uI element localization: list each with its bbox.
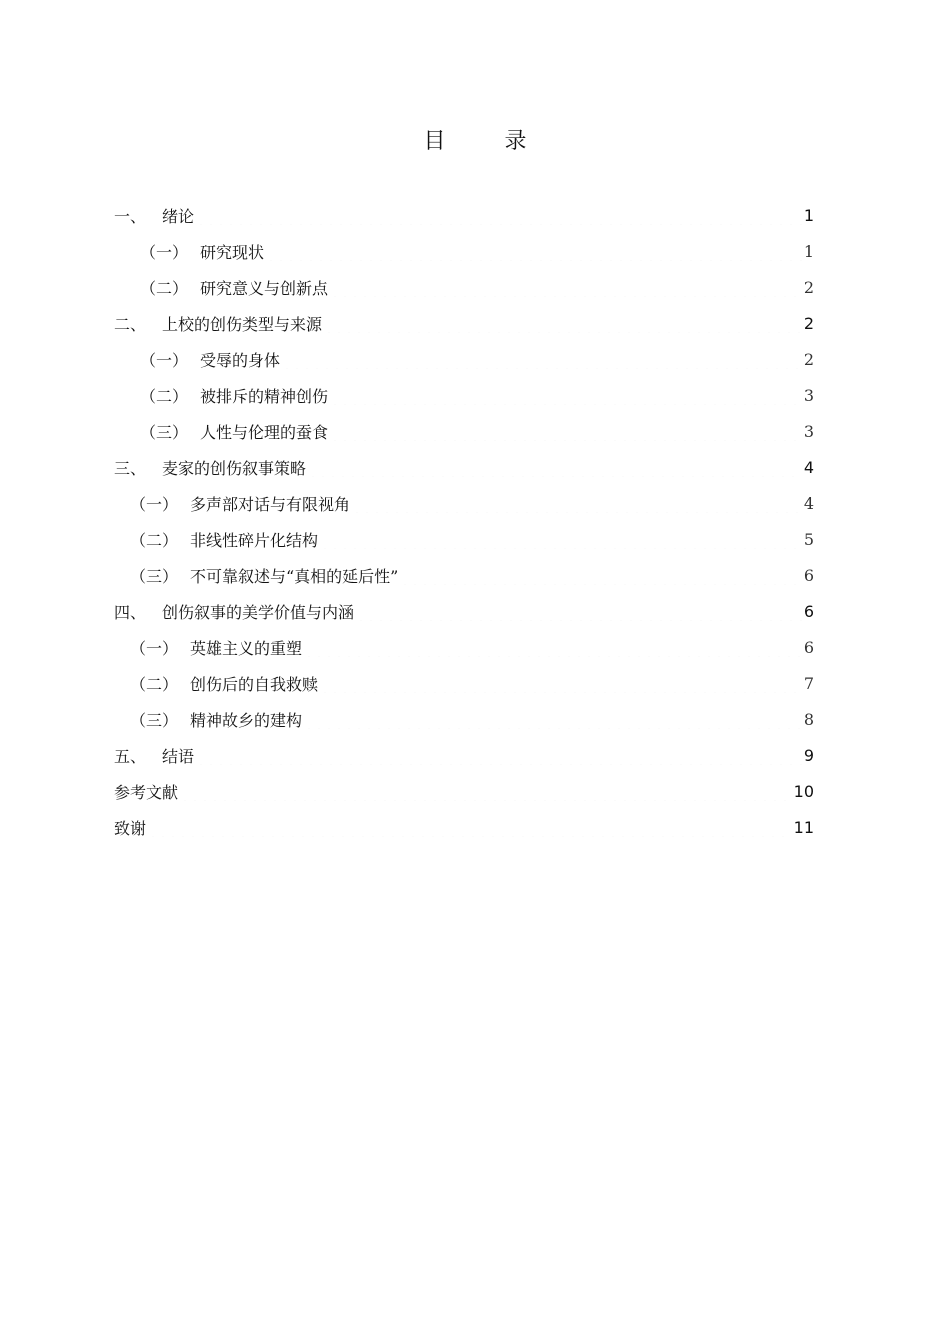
toc-entry-title: 研究意义与创新点 xyxy=(200,278,329,298)
toc-entry-3-1[interactable] xyxy=(114,486,814,520)
toc-entry-number: （二） xyxy=(130,530,179,550)
toc-entry-2-1[interactable] xyxy=(114,342,814,376)
toc-entry-4-1[interactable] xyxy=(114,630,814,664)
dot-leader xyxy=(308,457,802,477)
toc-entry-page: 4 xyxy=(803,493,814,513)
toc-entry-references[interactable] xyxy=(114,774,814,808)
toc-entry-4-2[interactable] xyxy=(114,666,814,700)
toc-entry-2-2[interactable] xyxy=(114,378,814,412)
toc-entry-page: 2 xyxy=(803,277,814,297)
toc-entry-page: 10 xyxy=(793,781,814,801)
toc-entry-title: 致谢 xyxy=(114,818,147,838)
toc-entry-page: 5 xyxy=(803,529,814,549)
toc-entry-title: 创伤叙事的美学价值与内涵 xyxy=(162,602,355,622)
toc-entry-1-1[interactable] xyxy=(114,234,814,268)
toc-entry-3-2[interactable] xyxy=(114,522,814,556)
toc-entry-title: 结语 xyxy=(162,746,195,766)
toc-entry-title: 受辱的身体 xyxy=(200,350,281,370)
dot-leader xyxy=(282,349,802,369)
toc-entry-page: 6 xyxy=(803,565,814,585)
dot-leader xyxy=(330,421,802,441)
toc-entry-page: 11 xyxy=(793,817,814,837)
toc-entry-page: 9 xyxy=(803,745,814,765)
toc-entry-2-3[interactable] xyxy=(114,414,814,448)
toc-entry-title: 非线性碎片化结构 xyxy=(190,530,319,550)
toc-entry-title: 被排斥的精神创伤 xyxy=(200,386,329,406)
toc-entry-title: 创伤后的自我救赎 xyxy=(190,674,319,694)
dot-leader xyxy=(330,277,802,297)
dot-leader xyxy=(320,529,802,549)
dot-leader xyxy=(196,745,802,765)
toc-entry-2[interactable] xyxy=(114,306,814,340)
toc-entry-acknowledgements[interactable] xyxy=(114,810,814,844)
toc-entry-number: （一） xyxy=(140,350,189,370)
dot-leader xyxy=(320,673,802,693)
page-title: 目 录 xyxy=(423,129,553,154)
toc-entry-page: 2 xyxy=(803,313,814,333)
toc-entry-page: 8 xyxy=(803,709,814,729)
toc-entry-number: 四、 xyxy=(114,602,147,622)
toc-entry-number: 一、 xyxy=(114,206,147,226)
toc-entry-title: 精神故乡的建构 xyxy=(190,710,303,730)
toc-entry-page: 3 xyxy=(803,385,814,405)
toc-entry-5[interactable] xyxy=(114,738,814,772)
dot-leader xyxy=(304,709,802,729)
dot-leader xyxy=(352,493,802,513)
toc-entry-number: （一） xyxy=(130,638,179,658)
toc-entry-page: 6 xyxy=(803,637,814,657)
toc-entry-title: 参考文献 xyxy=(114,782,179,802)
toc-entry-number: 五、 xyxy=(114,746,147,766)
toc-entry-number: 二、 xyxy=(114,314,147,334)
toc-entry-title: 上校的创伤类型与来源 xyxy=(162,314,323,334)
toc-entry-title: 多声部对话与有限视角 xyxy=(190,494,351,514)
toc-entry-3-3[interactable] xyxy=(114,558,814,592)
toc-entry-number: （三） xyxy=(130,710,179,730)
toc-entry-3[interactable] xyxy=(114,450,814,484)
toc-entry-page: 2 xyxy=(803,349,814,369)
toc-entry-title: 绪论 xyxy=(162,206,195,226)
dot-leader xyxy=(330,385,802,405)
toc-entry-4[interactable] xyxy=(114,594,814,628)
toc-entry-number: （三） xyxy=(140,422,189,442)
toc-entry-1-2[interactable] xyxy=(114,270,814,304)
toc-entry-title: 不可靠叙述与“真相的延后性” xyxy=(190,566,399,586)
toc-entry-page: 3 xyxy=(803,421,814,441)
toc-entry-number: 三、 xyxy=(114,458,147,478)
dot-leader xyxy=(324,313,802,333)
dot-leader xyxy=(304,637,802,657)
toc-entry-number: （一） xyxy=(140,242,189,262)
dot-leader xyxy=(180,781,792,801)
dot-leader xyxy=(400,565,801,585)
toc-entry-number: （三） xyxy=(130,566,179,586)
dot-leader xyxy=(196,205,802,225)
dot-leader xyxy=(266,241,802,261)
toc-entry-page: 4 xyxy=(803,457,814,477)
toc-entry-4-3[interactable] xyxy=(114,702,814,736)
toc-entry-page: 1 xyxy=(803,205,814,225)
toc-entry-title: 研究现状 xyxy=(200,242,265,262)
toc-entry-page: 6 xyxy=(803,601,814,621)
toc-entry-number: （二） xyxy=(130,674,179,694)
toc-entry-number: （二） xyxy=(140,386,189,406)
toc-entry-1[interactable] xyxy=(114,198,814,232)
toc-entry-title: 英雄主义的重塑 xyxy=(190,638,303,658)
toc-entry-number: （一） xyxy=(130,494,179,514)
dot-leader xyxy=(148,817,792,837)
dot-leader xyxy=(356,601,802,621)
toc-entry-number: （二） xyxy=(140,278,189,298)
toc-entry-title: 麦家的创伤叙事策略 xyxy=(162,458,307,478)
toc-entry-page: 7 xyxy=(803,673,814,693)
toc-entry-title: 人性与伦理的蚕食 xyxy=(200,422,329,442)
toc-entry-page: 1 xyxy=(803,241,814,261)
